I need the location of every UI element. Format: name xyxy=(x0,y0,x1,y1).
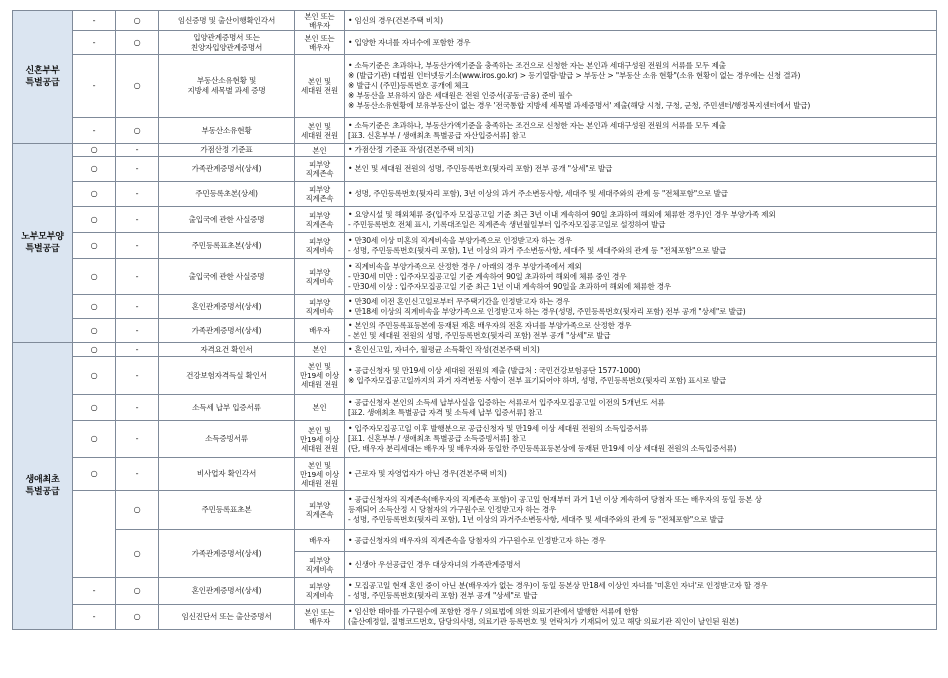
document-name xyxy=(159,530,295,578)
table-row xyxy=(13,259,937,295)
mark-b: ○ xyxy=(116,605,159,630)
description-line: ※ 발급시 (주민)등록번호 공개에 체크 xyxy=(348,81,469,90)
target-person xyxy=(295,605,345,630)
text-line: 출입국에 관한 사실증명 xyxy=(188,271,265,281)
document-name xyxy=(159,144,295,157)
document-name xyxy=(159,182,295,207)
description-line: (단, 배우자 분리세대는 배우자 및 배우자와 동일한 주민등록표등본상에 등재된 만19세 이상 세대원 전원의 소득입증서류) xyxy=(348,444,737,453)
target-person xyxy=(295,343,345,357)
mark-a: - xyxy=(73,578,116,605)
description-line: • 공급신청자의 배우자의 직계존속을 당첨자의 가구원수로 인정받고자 하는 경우 xyxy=(348,535,606,545)
text-line: 주민등록초본(상세) xyxy=(195,189,258,198)
description-line: - 성명, 주민등록번호(뒷자리 포함) 전부 공개 "상세"로 발급 xyxy=(348,591,538,600)
description-line: • 입주자모집공고일 이후 발행분으로 공급신청자 및 만19세 이상 세대원 전원의 소득입증서류 xyxy=(348,424,648,433)
description xyxy=(345,233,937,259)
text-line: 피부양 xyxy=(309,267,330,277)
description-line: • 혼인신고일, 자녀수, 월평균 소득확인 작성(견본주택 비치) xyxy=(348,344,540,354)
target-person xyxy=(295,578,345,605)
table-row xyxy=(13,458,937,491)
mark-b: ○ xyxy=(116,55,159,118)
target-person xyxy=(295,11,345,31)
mark-b: ○ xyxy=(116,31,159,55)
text-line: 피부양 xyxy=(309,236,330,246)
mark-b: - xyxy=(116,319,159,343)
text-line: 본인 또는 xyxy=(304,11,335,21)
text-line: 배우자 xyxy=(309,20,330,30)
text-line: 본인 xyxy=(312,345,327,354)
document-name xyxy=(159,491,295,530)
description xyxy=(345,319,937,343)
text-line: 본인 및 xyxy=(308,425,331,435)
text-line: 만19세 이상 xyxy=(300,371,339,380)
description-line: • 본인의 주민등록표등본에 등재된 재혼 배우자의 전혼 자녀를 부양가족으로 산정한 경우 xyxy=(348,320,632,330)
text-line: 소득세 납부 입증서류 xyxy=(192,402,261,412)
description-line: • 만30세 이상 미혼의 직계비속을 부양가족으로 인정받고자 하는 경우 xyxy=(348,235,572,245)
text-line: 본인 xyxy=(312,145,327,155)
description-line: ※ (발급기관) 대법원 인터넷등기소(www.iros.go.kr) > 등기열람·발급 > 부동산 > "부동산 소유 현황"(소유 현황이 없는 경우에는 신청 결과) xyxy=(348,71,801,80)
group-label-newlywed: 신혼부부 특별공급 xyxy=(13,11,73,144)
document-name xyxy=(159,259,295,295)
text-line: 피부양 xyxy=(309,501,330,510)
mark-a: ○ xyxy=(73,182,116,207)
description-line: • 요양시설 및 해외체류 중(입주자 모집공고일 기준 최근 3년 이내 계속하여 90일 초과하여 해외에 체류한 경우)인 경우 부양가족 제외 xyxy=(348,209,776,219)
target-person xyxy=(295,259,345,295)
description-line: • 성명, 주민등록번호(뒷자리 포함), 3년 이상의 과거 주소변동사항, 세대주 및 세대주와의 관계 등 "전체포함"으로 발급 xyxy=(348,189,728,198)
description xyxy=(345,144,937,157)
table-row xyxy=(13,578,937,605)
text-line: 직계존속 xyxy=(305,169,334,178)
document-name xyxy=(159,319,295,343)
table-row xyxy=(13,530,937,552)
text-line: 가족관계증명서(상세) xyxy=(191,548,262,558)
description-line: • 만30세 이전 혼인신고일로부터 무주택기간을 인정받고자 하는 경우 xyxy=(348,296,570,306)
mark-a: ○ xyxy=(73,144,116,157)
mark-b: ○ xyxy=(116,530,159,578)
text-line: 입양관계증명서 또는 xyxy=(193,32,260,42)
text-line: 가족관계증명서(상세) xyxy=(191,164,262,173)
text-line: 부동산소유현황 xyxy=(201,125,252,135)
text-line: 직계비속 xyxy=(305,276,334,286)
table-row xyxy=(13,207,937,233)
mark-a: ○ xyxy=(73,295,116,319)
table-row xyxy=(13,55,937,118)
description-line: • 신생아 우선공급인 경우 대상자녀의 가족관계증명서 xyxy=(348,559,521,569)
description xyxy=(345,157,937,182)
text-line: 세대원 전원 xyxy=(301,380,338,389)
description xyxy=(345,295,937,319)
mark-a: ○ xyxy=(73,233,116,259)
target-person xyxy=(295,144,345,157)
group-label-elderly-parent: 노부모부양 특별공급 xyxy=(13,144,73,343)
text-line: 배우자 xyxy=(309,326,330,335)
description xyxy=(345,552,937,578)
mark-b: - xyxy=(116,421,159,458)
group-label-first-home: 생애최초 특별공급 xyxy=(13,343,73,630)
description xyxy=(345,207,937,233)
document-name xyxy=(159,421,295,458)
table-row xyxy=(13,118,937,144)
mark-a: ○ xyxy=(73,157,116,182)
text-line: 직계비속 xyxy=(305,564,334,574)
mark-b: ○ xyxy=(116,491,159,530)
description xyxy=(345,259,937,295)
description xyxy=(345,31,937,55)
text-line: 본인 및 xyxy=(308,121,331,131)
mark-b: - xyxy=(116,207,159,233)
target-person xyxy=(295,357,345,395)
document-name xyxy=(159,295,295,319)
document-page xyxy=(12,10,936,630)
description xyxy=(345,11,937,31)
table-row xyxy=(13,295,937,319)
mark-b: - xyxy=(116,458,159,491)
document-name xyxy=(159,207,295,233)
description-line: • 모집공고일 현재 혼인 중이 아닌 분(배우자가 없는 경우)이 동일 등본상 만18세 이상인 자녀를 '미혼인 자녀'로 인정받고자 할 경우 xyxy=(348,581,768,590)
description xyxy=(345,421,937,458)
mark-a: - xyxy=(73,31,116,55)
mark-b: - xyxy=(116,357,159,395)
description-line: • 임신의 경우(건본주택 비치) xyxy=(348,15,443,25)
text-line: 소득증빙서류 xyxy=(205,434,248,443)
description xyxy=(345,357,937,395)
text-line: 지방세 세목별 과세 증명 xyxy=(187,86,266,95)
mark-a: - xyxy=(73,11,116,31)
table-row xyxy=(13,144,937,157)
mark-b: - xyxy=(116,343,159,357)
text-line: 배우자 xyxy=(309,617,330,626)
text-line: 본인 및 xyxy=(308,77,331,86)
description-line: ※ 부동산소유현황에 보유부동산이 없는 경우 '전국통합 지방세 세목별 과세증명서' 제출(해당 시청, 구청, 군청, 주민센터/행정복지센터에서 발급) xyxy=(348,101,811,110)
description-line: • 공급신청자 본인의 소득세 납부사실을 입증하는 서류로서 입주자모집공고일 이전의 5개년도 서류 xyxy=(348,397,665,407)
description-line: • 근로자 및 자영업자가 아닌 경우(견본주택 비치) xyxy=(348,469,507,478)
text-line: 세대원 전원 xyxy=(301,443,338,453)
target-person xyxy=(295,295,345,319)
target-person xyxy=(295,395,345,421)
description-line: • 소득기준은 초과하나, 부동산가액기준을 충족하는 조건으로 신청한 자는 본인과 세대구성원 전원의 서류를 모두 제출 xyxy=(348,61,726,70)
description xyxy=(345,530,937,552)
description xyxy=(345,605,937,630)
target-person xyxy=(295,207,345,233)
text-line: 본인 및 xyxy=(308,362,331,371)
text-line: 가점산정 기준표 xyxy=(200,145,253,154)
target-person xyxy=(295,31,345,55)
description-line: ※ 입주자모집공고일까지의 과거 자격변동 사항이 전부 표기되어야 하며, 성명, 주민등록번호(뒷자리 포함) 표시로 발급 xyxy=(348,375,727,385)
text-line: 혼인관계증명서(상세) xyxy=(191,301,262,311)
description xyxy=(345,458,937,491)
text-line: 피부양 xyxy=(309,582,330,591)
description-line: • 공급신청자의 직계존속(배우자의 직계존속 포함)이 공고일 현재부터 과거 1년 이상 계속하여 당첨자 또는 배우자의 동일 등본 상 xyxy=(348,495,762,504)
mark-a: - xyxy=(73,605,116,630)
text-line: 세대원 전원 xyxy=(301,478,338,488)
document-name xyxy=(159,31,295,55)
mark-a: ○ xyxy=(73,343,116,357)
mark-b: ○ xyxy=(116,578,159,605)
target-person xyxy=(295,491,345,530)
text-line: 피부양 xyxy=(309,185,330,194)
target-person xyxy=(295,458,345,491)
text-line: 피부양 xyxy=(309,160,330,169)
description xyxy=(345,118,937,144)
text-line: 자격요건 확인서 xyxy=(200,344,253,354)
description-line: [표2. 생애최초 특별공급 자격 및 소득세 납부 입증서류] 참고 xyxy=(348,407,543,417)
table-row xyxy=(13,233,937,259)
description-line: • 공급신청자 및 만19세 이상 세대원 전원의 제출 (발급처 : 국민건강보험공단 1577-1000) xyxy=(348,365,641,375)
table-row xyxy=(13,31,937,55)
description-line: • 입양한 자녀를 자녀수에 포함한 경우 xyxy=(348,37,471,47)
text-line: 배우자 xyxy=(309,536,330,545)
text-line: 직계비속 xyxy=(305,591,334,600)
mark-b: ○ xyxy=(116,11,159,31)
description-line: - 주민등록번호 전체 표시, 기록대조일은 직계존속 생년월일부터 입주자모집공고일로 설정하여 발급 xyxy=(348,219,666,229)
table-row xyxy=(13,395,937,421)
target-person xyxy=(295,530,345,552)
mark-b: - xyxy=(116,144,159,157)
mark-b: - xyxy=(116,295,159,319)
table-row xyxy=(13,319,937,343)
text-line: 주민등록표초본(상세) xyxy=(191,240,262,250)
text-line: 피부양 xyxy=(309,555,330,565)
description xyxy=(345,395,937,421)
description-line: ※ 부동산을 보유하지 않은 세대원은 전원 인증서(공동·금융) 준비 필수 xyxy=(348,91,573,100)
table-row xyxy=(13,357,937,395)
document-name xyxy=(159,118,295,144)
mark-b: - xyxy=(116,395,159,421)
text-line: 배우자 xyxy=(309,42,330,52)
description-line: - 만30세 이상 : 입주자모집공고일 기준 최근 1년 이내 계속하여 90일을 초과하여 해외에 체류한 경우 xyxy=(348,281,672,291)
document-name xyxy=(159,343,295,357)
mark-a: ○ xyxy=(73,207,116,233)
mark-b: - xyxy=(116,182,159,207)
table-row xyxy=(13,491,937,530)
text-line: 피부양 xyxy=(309,210,330,220)
document-name xyxy=(159,605,295,630)
table-row xyxy=(13,343,937,357)
text-line: 비사업자 확인각서 xyxy=(196,469,257,478)
description-line: [표3. 신혼부부 / 생애최초 특별공급 자산입증서류] 참고 xyxy=(348,130,526,140)
text-line: 직계존속 xyxy=(305,510,334,519)
description xyxy=(345,578,937,605)
text-line: 만19세 이상 xyxy=(300,434,339,444)
target-person xyxy=(295,55,345,118)
text-line: 만19세 이상 xyxy=(300,469,339,479)
text-line: 가족관계증명서(상세) xyxy=(191,325,262,335)
text-line: 본인 또는 xyxy=(304,608,335,617)
description xyxy=(345,343,937,357)
mark-a: ○ xyxy=(73,421,116,458)
text-line: 세대원 전원 xyxy=(301,130,338,140)
target-person xyxy=(295,552,345,578)
document-name xyxy=(159,11,295,31)
required-documents-table xyxy=(12,10,937,630)
description-line: • 소득기준은 초과하나, 부동산가액기준을 충족하는 조건으로 신청한 자는 본인과 세대구성원 전원의 서류를 모두 제출 xyxy=(348,120,726,130)
description-line: [표1. 신혼부부 / 생애최초 특별공급 소득증빙서류] 참고 xyxy=(348,434,526,443)
description-line: - 본인 및 세대원 전원의 성명, 주민등록번호(뒷자리 포함) 전부 공개 "상세"로 발급 xyxy=(348,330,611,340)
mark-b: - xyxy=(116,259,159,295)
document-name xyxy=(159,395,295,421)
description-line: - 만30세 미만 : 입주자모집공고일 기준 계속하여 90일 초과하여 해외에 체류 중인 경우 xyxy=(348,271,627,281)
table-row xyxy=(13,157,937,182)
mark-a: - xyxy=(73,55,116,118)
text-line: 직계존속 xyxy=(305,194,334,203)
text-line: 피부양 xyxy=(309,297,330,307)
text-line: 직계비속 xyxy=(305,306,334,316)
mark-b: - xyxy=(116,233,159,259)
text-line: 임신진단서 또는 출산증명서 xyxy=(181,612,272,621)
text-line: 직계존속 xyxy=(305,219,334,229)
mark-b: ○ xyxy=(116,118,159,144)
mark-a: ○ xyxy=(73,319,116,343)
text-line: 직계비속 xyxy=(305,245,334,255)
description xyxy=(345,182,937,207)
target-person xyxy=(295,182,345,207)
mark-a xyxy=(73,491,116,578)
description-line: - 성명, 주민등록번호(뒷자리 포함), 1년 이상의 과거주소변동사항, 세대주 및 세대주와의 관계 등 "전체포함"으로 발급 xyxy=(348,515,724,524)
text-line: 건강보험자격득실 확인서 xyxy=(186,370,267,380)
text-line: 혼인관계증명서(상세) xyxy=(191,586,262,595)
table-row xyxy=(13,605,937,630)
table-row xyxy=(13,421,937,458)
text-line: 본인 xyxy=(312,403,327,412)
mark-a: ○ xyxy=(73,259,116,295)
description xyxy=(345,491,937,530)
text-line: 부동산소유현황 및 xyxy=(196,76,257,85)
document-name xyxy=(159,357,295,395)
target-person xyxy=(295,233,345,259)
text-line: 출입국에 관한 사실증명 xyxy=(188,214,265,224)
description-line: • 만18세 이상의 직계비속을 부양가족으로 인정받고자 하는 경우(성명, 주민등록번호(뒷자리 포함) 전부 공개 "상세"로 발급) xyxy=(348,306,746,316)
text-line: 주민등록표초본 xyxy=(201,505,252,514)
description-line: • 가점산정 기준표 작성(견본주택 비치) xyxy=(348,145,474,154)
mark-a: ○ xyxy=(73,357,116,395)
document-name xyxy=(159,578,295,605)
text-line: 본인 또는 xyxy=(304,33,335,43)
description-line: • 본인 및 세대원 전원의 성명, 주민등록번호(뒷자리 포함) 전부 공개 "상세"로 발급 xyxy=(348,164,613,173)
document-name xyxy=(159,55,295,118)
description-line: • 직계비속을 부양가족으로 산정한 경우 / 아래의 경우 부양가족에서 제외 xyxy=(348,261,582,271)
text-line: 임신증명 및 출산이행확인각서 xyxy=(177,15,276,25)
description-line: • 임신한 태아를 가구원수에 포함한 경우 / 의료법에 의한 의료기관에서 발행한 서류에 한함 xyxy=(348,607,639,616)
target-person xyxy=(295,421,345,458)
description-line: (출산예정일, 질병코드번호, 담당의사명, 의료기관 등록번호 및 연락처가 기재되어 있고 해당 의료기관 직인이 날인된 원본) xyxy=(348,617,739,626)
target-person xyxy=(295,319,345,343)
mark-a: ○ xyxy=(73,458,116,491)
text-line: 본인 및 xyxy=(308,460,331,470)
document-name xyxy=(159,157,295,182)
mark-b: - xyxy=(116,157,159,182)
mark-a: ○ xyxy=(73,395,116,421)
text-line: 세대원 전원 xyxy=(301,86,338,95)
target-person xyxy=(295,118,345,144)
target-person xyxy=(295,157,345,182)
table-row xyxy=(13,11,937,31)
table-row xyxy=(13,182,937,207)
description-line: 등재되어 소득산정 시 당첨자의 가구원수로 인정받고자 하는 경우 xyxy=(348,505,557,514)
description xyxy=(345,55,937,118)
document-name xyxy=(159,233,295,259)
document-name xyxy=(159,458,295,491)
description-line: - 성명, 주민등록번호(뒷자리 포함), 1년 이상의 과거 주소변동사항, 세대주 및 세대주와의 관계 등 "전체포함"으로 발급 xyxy=(348,245,727,255)
text-line: 친양자입양관계증명서 xyxy=(190,42,263,52)
mark-a: - xyxy=(73,118,116,144)
